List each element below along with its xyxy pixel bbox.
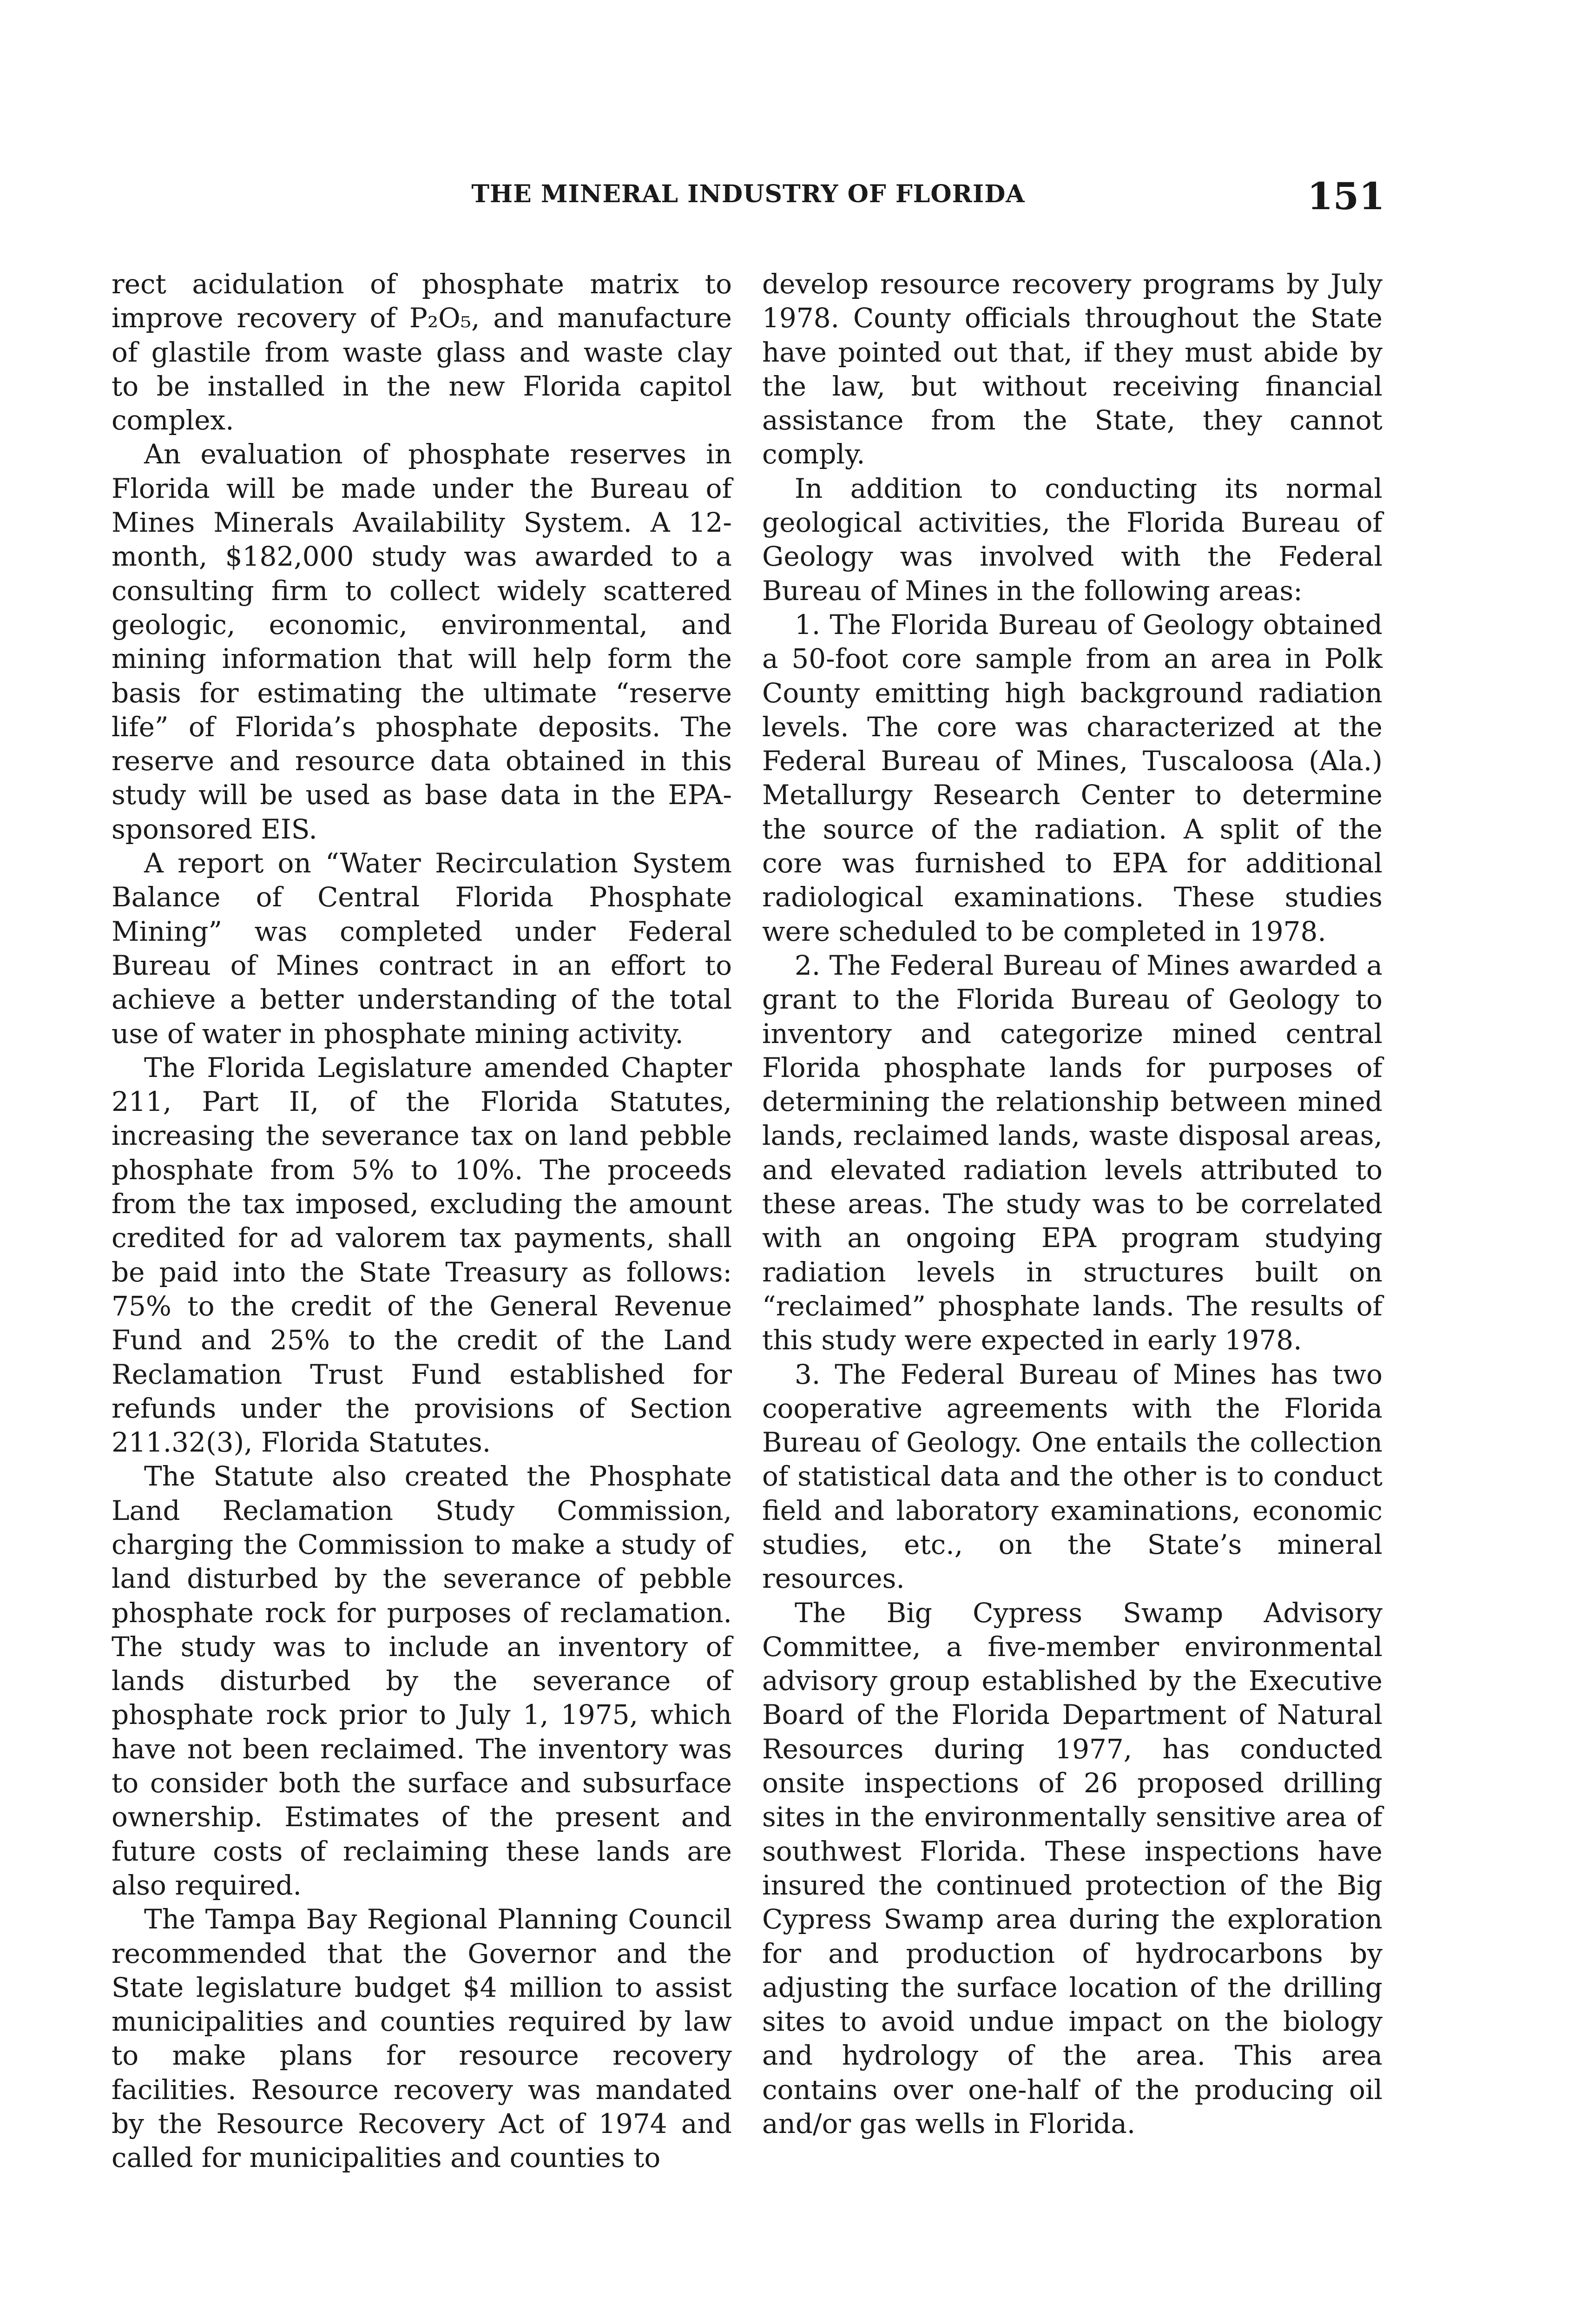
paragraph-severance-tax: The Florida Legislature amended Chapter 211, Part II, of the Florida Statutes, increasing the severance tax on land pebble phosphate from 5% to 10%. The proceeds from the tax imposed, excluding the amount credited for ad valorem tax payments, shall be paid into the State Treasury as follows: 75% to the credit of the General Revenue Fund and 25% to the credit of the Land Reclamation Trust Fund established for refunds under the provisions of Section 211.32(3), Florida Statutes.: [112, 1051, 732, 1459]
paragraph-water-recirculation: A report on “Water Recirculation System Balance of Central Florida Phosphate Mining” was completed under Federal Bureau of Mines contract in an effort to achieve a better understanding of the total use of water in phosphate mining activity.: [112, 847, 732, 1050]
paragraph-bureau-of-geology-intro: In addition to conducting its normal geological activities, the Florida Bureau of Geology was involved with the Federal Bureau of Mines in the following areas:: [762, 472, 1382, 607]
left-column: [112, 267, 732, 2175]
running-title: THE MINERAL INDUSTRY OF FLORIDA: [471, 180, 1025, 208]
running-head: [112, 174, 1385, 225]
paragraph-reclamation-commission: The Statute also created the Phosphate Land Reclamation Study Commission, charging the Commission to make a study of land disturbed by the severance of pebble phosphate rock for purposes of reclamation. The study was to include an inventory of lands disturbed by the severance of phosphate rock prior to July 1, 1975, which have not been reclaimed. The inventory was to consider both the surface and subsurface ownership. Estimates of the present and future costs of reclaiming these lands are also required.: [112, 1460, 732, 1901]
paragraph-big-cypress-swamp: The Big Cypress Swamp Advisory Committee, a five-member environmental advisory group established by the Executive Board of the Florida Department of Natural Resources during 1977, has conducted onsite inspections of 26 proposed drilling sites in the environmentally sensitive area of southwest Florida. These inspections have insured the continued protection of the Big Cypress Swamp area during the exploration for and production of hydrocarbons by adjusting the surface location of the drilling sites to avoid undue impact on the biology and hydrology of the area. This area contains over one-half of the producing oil and/or gas wells in Florida.: [762, 1597, 1382, 2140]
paragraph-phosphate-reserves: An evaluation of phosphate reserves in Florida will be made under the Bureau of Mines Minerals Availability System. A 12-month, $182,000 study was awarded to a consulting firm to collect widely scattered geologic, economic, environmental, and mining information that will help form the basis for estimating the ultimate “reserve life” of Florida’s phosphate deposits. The reserve and resource data obtained in this study will be used as base data in the EPA-sponsored EIS.: [112, 438, 732, 845]
page-number: 151: [1307, 174, 1385, 218]
list-item-cooperative-agreements: 3. The Federal Bureau of Mines has two cooperative agreements with the Florida Bureau of Geology. One entails the collection of statistical data and the other is to conduct field and laboratory examinations, economic studies, etc., on the State’s mineral resources.: [762, 1358, 1382, 1595]
paragraph-resource-recovery-continued: develop resource recovery programs by July 1978. County officials throughout the State have pointed out that, if they must abide by the law, but without receiving financial assistance from the State, they cannot comply.: [762, 268, 1382, 470]
right-column: [762, 267, 1382, 2141]
paragraph-tampa-bay-council: The Tampa Bay Regional Planning Council recommended that the Governor and the State legislature budget $4 million to assist municipalities and counties required by law to make plans for resource recovery facilities. Resource recovery was mandated by the Resource Recovery Act of 1974 and called for municipalities and counties to: [112, 1903, 732, 2174]
paragraph-acidulation-continued: rect acidulation of phosphate matrix to improve recovery of P₂O₅, and manufacture of glastile from waste glass and waste clay to be installed in the new Florida capitol complex.: [112, 268, 732, 436]
list-item-core-sample: 1. The Florida Bureau of Geology obtained a 50-foot core sample from an area in Polk County emitting high background radiation levels. The core was characterized at the Federal Bureau of Mines, Tuscaloosa (Ala.) Metallurgy Research Center to determine the source of the radiation. A split of the core was furnished to EPA for additional radiological examinations. These studies were scheduled to be completed in 1978.: [762, 608, 1382, 947]
list-item-mined-lands-grant: 2. The Federal Bureau of Mines awarded a grant to the Florida Bureau of Geology to inventory and categorize mined central Florida phosphate lands for purposes of determining the relationship between mined lands, reclaimed lands, waste disposal areas, and elevated radiation levels attributed to these areas. The study was to be correlated with an ongoing EPA program studying radiation levels in structures built on “reclaimed” phosphate lands. The results of this study were expected in early 1978.: [762, 949, 1382, 1356]
